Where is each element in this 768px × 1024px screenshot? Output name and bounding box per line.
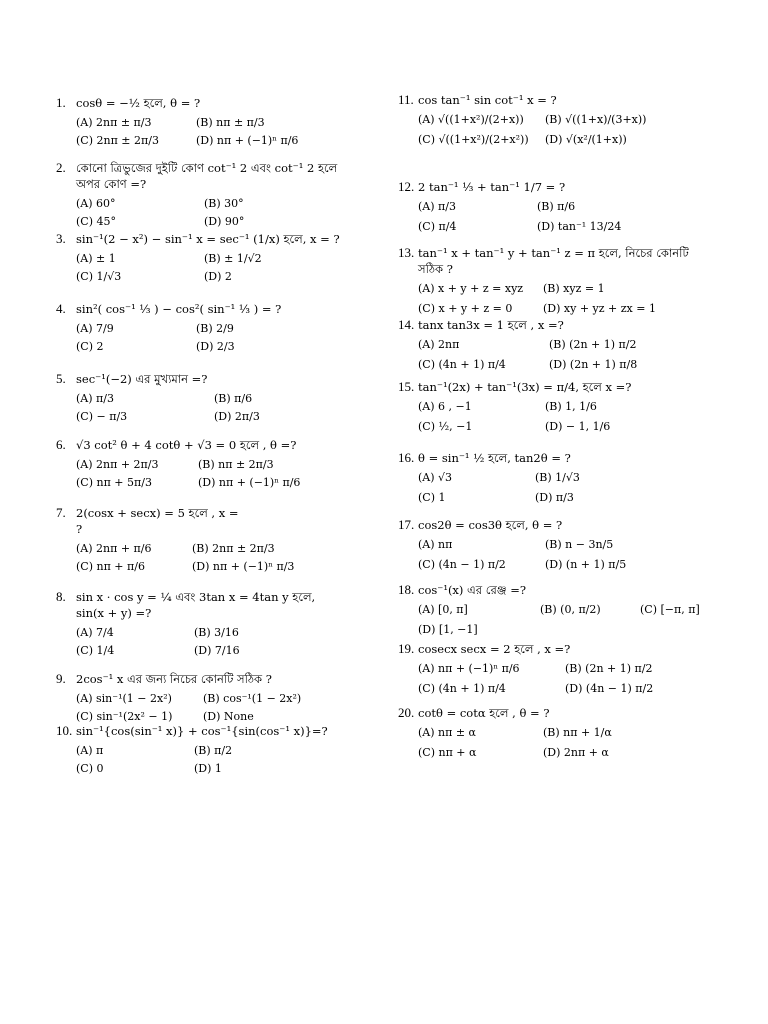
answer-option: (A) [0, π] xyxy=(418,603,468,616)
question-number: 5. xyxy=(56,371,66,386)
answer-option: (C) π/4 xyxy=(418,220,457,233)
answer-option: (D) 7/16 xyxy=(194,644,240,657)
question-stem: sin⁻¹{cos(sin⁻¹ x)} + cos⁻¹{sin(cos⁻¹ x)}=? xyxy=(76,724,328,738)
question-number: 13. xyxy=(398,245,415,260)
question-8 xyxy=(56,590,315,604)
answer-option: (A) ± 1 xyxy=(76,252,116,265)
answer-option: (A) π/3 xyxy=(76,392,114,405)
question-1 xyxy=(56,96,200,110)
answer-option: (D) (2n + 1) π/8 xyxy=(549,358,638,371)
answer-option: (A) 2nπ xyxy=(418,338,460,351)
answer-option: (C) (4n + 1) π/4 xyxy=(418,682,506,695)
answer-option: (C) √((1+x²)/(2+x²)) xyxy=(418,133,529,146)
question-stem: √3 cot² θ + 4 cotθ + √3 = 0 হলে , θ =? xyxy=(76,438,297,452)
question-stem: tan⁻¹ x + tan⁻¹ y + tan⁻¹ z = π হলে, নিচের কোনটি xyxy=(418,246,689,260)
answer-option: (B) (2n + 1) π/2 xyxy=(565,662,653,675)
answer-option: (B) 1/√3 xyxy=(535,471,580,484)
question-number: 20. xyxy=(398,705,415,720)
answer-option: (C) 45° xyxy=(76,215,116,228)
question-number: 12. xyxy=(398,179,415,194)
question-stem-continued: অপর কোণ =? xyxy=(76,177,147,191)
answer-option: (B) nπ ± 2π/3 xyxy=(198,458,274,471)
answer-option: (B) π/6 xyxy=(537,200,576,213)
answer-option: (D) tan⁻¹ 13/24 xyxy=(537,220,622,233)
question-9 xyxy=(56,672,272,686)
answer-option: (B) n − 3n/5 xyxy=(545,538,614,551)
answer-option: (A) x + y + z = xyz xyxy=(418,282,524,295)
answer-option: (D) 90° xyxy=(204,215,245,228)
answer-option: (D) √(x²/(1+x)) xyxy=(545,133,627,146)
answer-option: (B) nπ ± π/3 xyxy=(196,116,265,129)
answer-option: (A) 60° xyxy=(76,197,116,210)
answer-option: (A) 7/9 xyxy=(76,322,114,335)
question-number: 9. xyxy=(56,671,66,686)
answer-option: (B) 1, 1/6 xyxy=(545,400,597,413)
question-stem: cotθ = cotα হলে , θ = ? xyxy=(418,706,550,720)
answer-option: (C) [−π, π] xyxy=(640,603,700,616)
question-number: 17. xyxy=(398,517,415,532)
question-18 xyxy=(398,583,526,597)
question-20 xyxy=(398,706,550,720)
answer-option: (B) ± 1/√2 xyxy=(204,252,262,265)
answer-option: (D) None xyxy=(203,710,254,723)
answer-option: (D) 2 xyxy=(204,270,232,283)
question-stem-continued: sin(x + y) =? xyxy=(76,606,152,620)
answer-option: (C) nπ + π/6 xyxy=(76,560,145,573)
answer-option: (C) ½, −1 xyxy=(418,420,473,433)
question-6 xyxy=(56,438,296,452)
answer-option: (A) 7/4 xyxy=(76,626,114,639)
question-stem: sin⁻¹(2 − x²) − sin⁻¹ x = sec⁻¹ (1/x) হলে, x = ? xyxy=(76,232,340,246)
answer-option: (D) (4n − 1) π/2 xyxy=(565,682,654,695)
answer-option: (A) 2nπ + π/6 xyxy=(76,542,152,555)
question-stem: কোনো ত্রিভুজের দুইটি কোণ cot⁻¹ 2 এবং cot⁻¹ 2 হলে xyxy=(76,161,338,175)
answer-option: (D) nπ + (−1)ⁿ π/6 xyxy=(198,476,301,489)
answer-option: (D) [1, −1] xyxy=(418,623,478,636)
answer-option: (A) 2nπ + 2π/3 xyxy=(76,458,159,471)
answer-option: (A) √3 xyxy=(418,471,453,484)
question-number: 8. xyxy=(56,589,66,604)
answer-option: (C) x + y + z = 0 xyxy=(418,302,513,315)
question-stem: θ = sin⁻¹ ½ হলে, tan2θ = ? xyxy=(418,451,571,465)
answer-option: (A) 6 , −1 xyxy=(418,400,472,413)
question-15 xyxy=(398,380,631,394)
question-16 xyxy=(398,451,571,465)
answer-option: (D) xy + yz + zx = 1 xyxy=(543,302,656,315)
answer-option: (C) 1/√3 xyxy=(76,270,122,283)
answer-option: (B) π/2 xyxy=(194,744,233,757)
question-13 xyxy=(398,246,689,260)
question-number: 7. xyxy=(56,505,66,520)
answer-option: (A) √((1+x²)/(2+x)) xyxy=(418,113,524,126)
answer-option: (B) 30° xyxy=(204,197,244,210)
answer-option: (A) π xyxy=(76,744,104,757)
answer-option: (B) cos⁻¹(1 − 2x²) xyxy=(203,692,302,705)
answer-option: (C) (4n − 1) π/2 xyxy=(418,558,506,571)
answer-option: (D) 2/3 xyxy=(196,340,235,353)
question-2 xyxy=(56,161,337,175)
question-stem: cosecx secx = 2 হলে , x =? xyxy=(418,642,571,656)
answer-option: (A) sin⁻¹(1 − 2x²) xyxy=(76,692,172,705)
question-3 xyxy=(56,232,340,246)
answer-option: (B) 3/16 xyxy=(194,626,239,639)
answer-option: (A) nπ + (−1)ⁿ π/6 xyxy=(418,662,520,675)
question-11 xyxy=(398,93,557,107)
answer-option: (B) (0, π/2) xyxy=(540,603,601,616)
answer-option: (C) 2 xyxy=(76,340,104,353)
question-stem: 2cos⁻¹ x এর জন্য নিচের কোনটি সঠিক ? xyxy=(76,672,272,686)
question-stem: sec⁻¹(−2) এর মুখ্যমান =? xyxy=(76,372,208,386)
answer-option: (B) xyz = 1 xyxy=(543,282,605,295)
answer-option: (B) (2n + 1) π/2 xyxy=(549,338,637,351)
answer-option: (B) nπ + 1/α xyxy=(543,726,612,739)
answer-option: (B) √((1+x)/(3+x)) xyxy=(545,113,647,126)
answer-option: (D) − 1, 1/6 xyxy=(545,420,611,433)
question-stem-continued: ? xyxy=(76,522,83,536)
answer-option: (B) 2nπ ± 2π/3 xyxy=(192,542,275,555)
answer-option: (C) 1 xyxy=(418,491,446,504)
answer-option: (D) 2nπ + α xyxy=(543,746,609,759)
answer-option: (C) 1/4 xyxy=(76,644,115,657)
question-stem: tan⁻¹(2x) + tan⁻¹(3x) = π/4, হলে x =? xyxy=(418,380,632,394)
answer-option: (C) 2nπ ± 2π/3 xyxy=(76,134,159,147)
question-5 xyxy=(56,372,207,386)
question-12 xyxy=(398,180,565,194)
answer-option: (D) 2π/3 xyxy=(214,410,260,423)
answer-option: (D) π/3 xyxy=(535,491,574,504)
question-7 xyxy=(56,506,239,520)
answer-option: (B) 2/9 xyxy=(196,322,234,335)
question-10 xyxy=(56,724,328,738)
answer-option: (C) − π/3 xyxy=(76,410,128,423)
question-stem: cos tan⁻¹ sin cot⁻¹ x = ? xyxy=(418,93,557,107)
question-stem: cos⁻¹(x) এর রেঞ্জ =? xyxy=(418,583,527,597)
question-17 xyxy=(398,518,562,532)
question-number: 10. xyxy=(56,723,73,738)
question-number: 1. xyxy=(56,95,66,110)
answer-option: (C) 0 xyxy=(76,762,104,775)
question-stem: 2 tan⁻¹ ⅓ + tan⁻¹ 1/7 = ? xyxy=(418,180,566,194)
question-19 xyxy=(398,642,570,656)
question-number: 11. xyxy=(398,92,414,107)
question-number: 14. xyxy=(398,317,415,332)
question-number: 2. xyxy=(56,160,66,175)
question-stem: 2(cosx + secx) = 5 হলে , x = xyxy=(76,506,239,520)
question-number: 4. xyxy=(56,301,66,316)
answer-option: (A) nπ xyxy=(418,538,453,551)
answer-option: (C) nπ + 5π/3 xyxy=(76,476,152,489)
question-number: 3. xyxy=(56,231,66,246)
answer-option: (D) nπ + (−1)ⁿ π/3 xyxy=(192,560,295,573)
answer-option: (D) (n + 1) π/5 xyxy=(545,558,627,571)
answer-option: (C) sin⁻¹(2x² − 1) xyxy=(76,710,173,723)
question-number: 16. xyxy=(398,450,415,465)
answer-option: (D) 1 xyxy=(194,762,222,775)
question-number: 18. xyxy=(398,582,415,597)
answer-option: (A) π/3 xyxy=(418,200,456,213)
answer-option: (A) nπ ± α xyxy=(418,726,476,739)
question-4 xyxy=(56,302,281,316)
question-number: 15. xyxy=(398,379,415,394)
answer-option: (B) π/6 xyxy=(214,392,253,405)
question-14 xyxy=(398,318,564,332)
question-stem-continued: সঠিক ? xyxy=(418,262,453,276)
question-stem: sin²( cos⁻¹ ⅓ ) − cos²( sin⁻¹ ⅓ ) = ? xyxy=(76,302,282,316)
answer-option: (D) nπ + (−1)ⁿ π/6 xyxy=(196,134,299,147)
question-stem: cos2θ = cos3θ হলে, θ = ? xyxy=(418,518,563,532)
question-number: 19. xyxy=(398,641,415,656)
answer-option: (A) 2nπ ± π/3 xyxy=(76,116,152,129)
answer-option: (C) nπ + α xyxy=(418,746,477,759)
question-stem: tanx tan3x = 1 হলে , x =? xyxy=(418,318,564,332)
question-stem: cosθ = −½ হলে, θ = ? xyxy=(76,96,201,110)
answer-option: (C) (4n + 1) π/4 xyxy=(418,358,506,371)
question-stem: sin x · cos y = ¼ এবং 3tan x = 4tan y হলে, xyxy=(76,590,316,604)
question-number: 6. xyxy=(56,437,66,452)
